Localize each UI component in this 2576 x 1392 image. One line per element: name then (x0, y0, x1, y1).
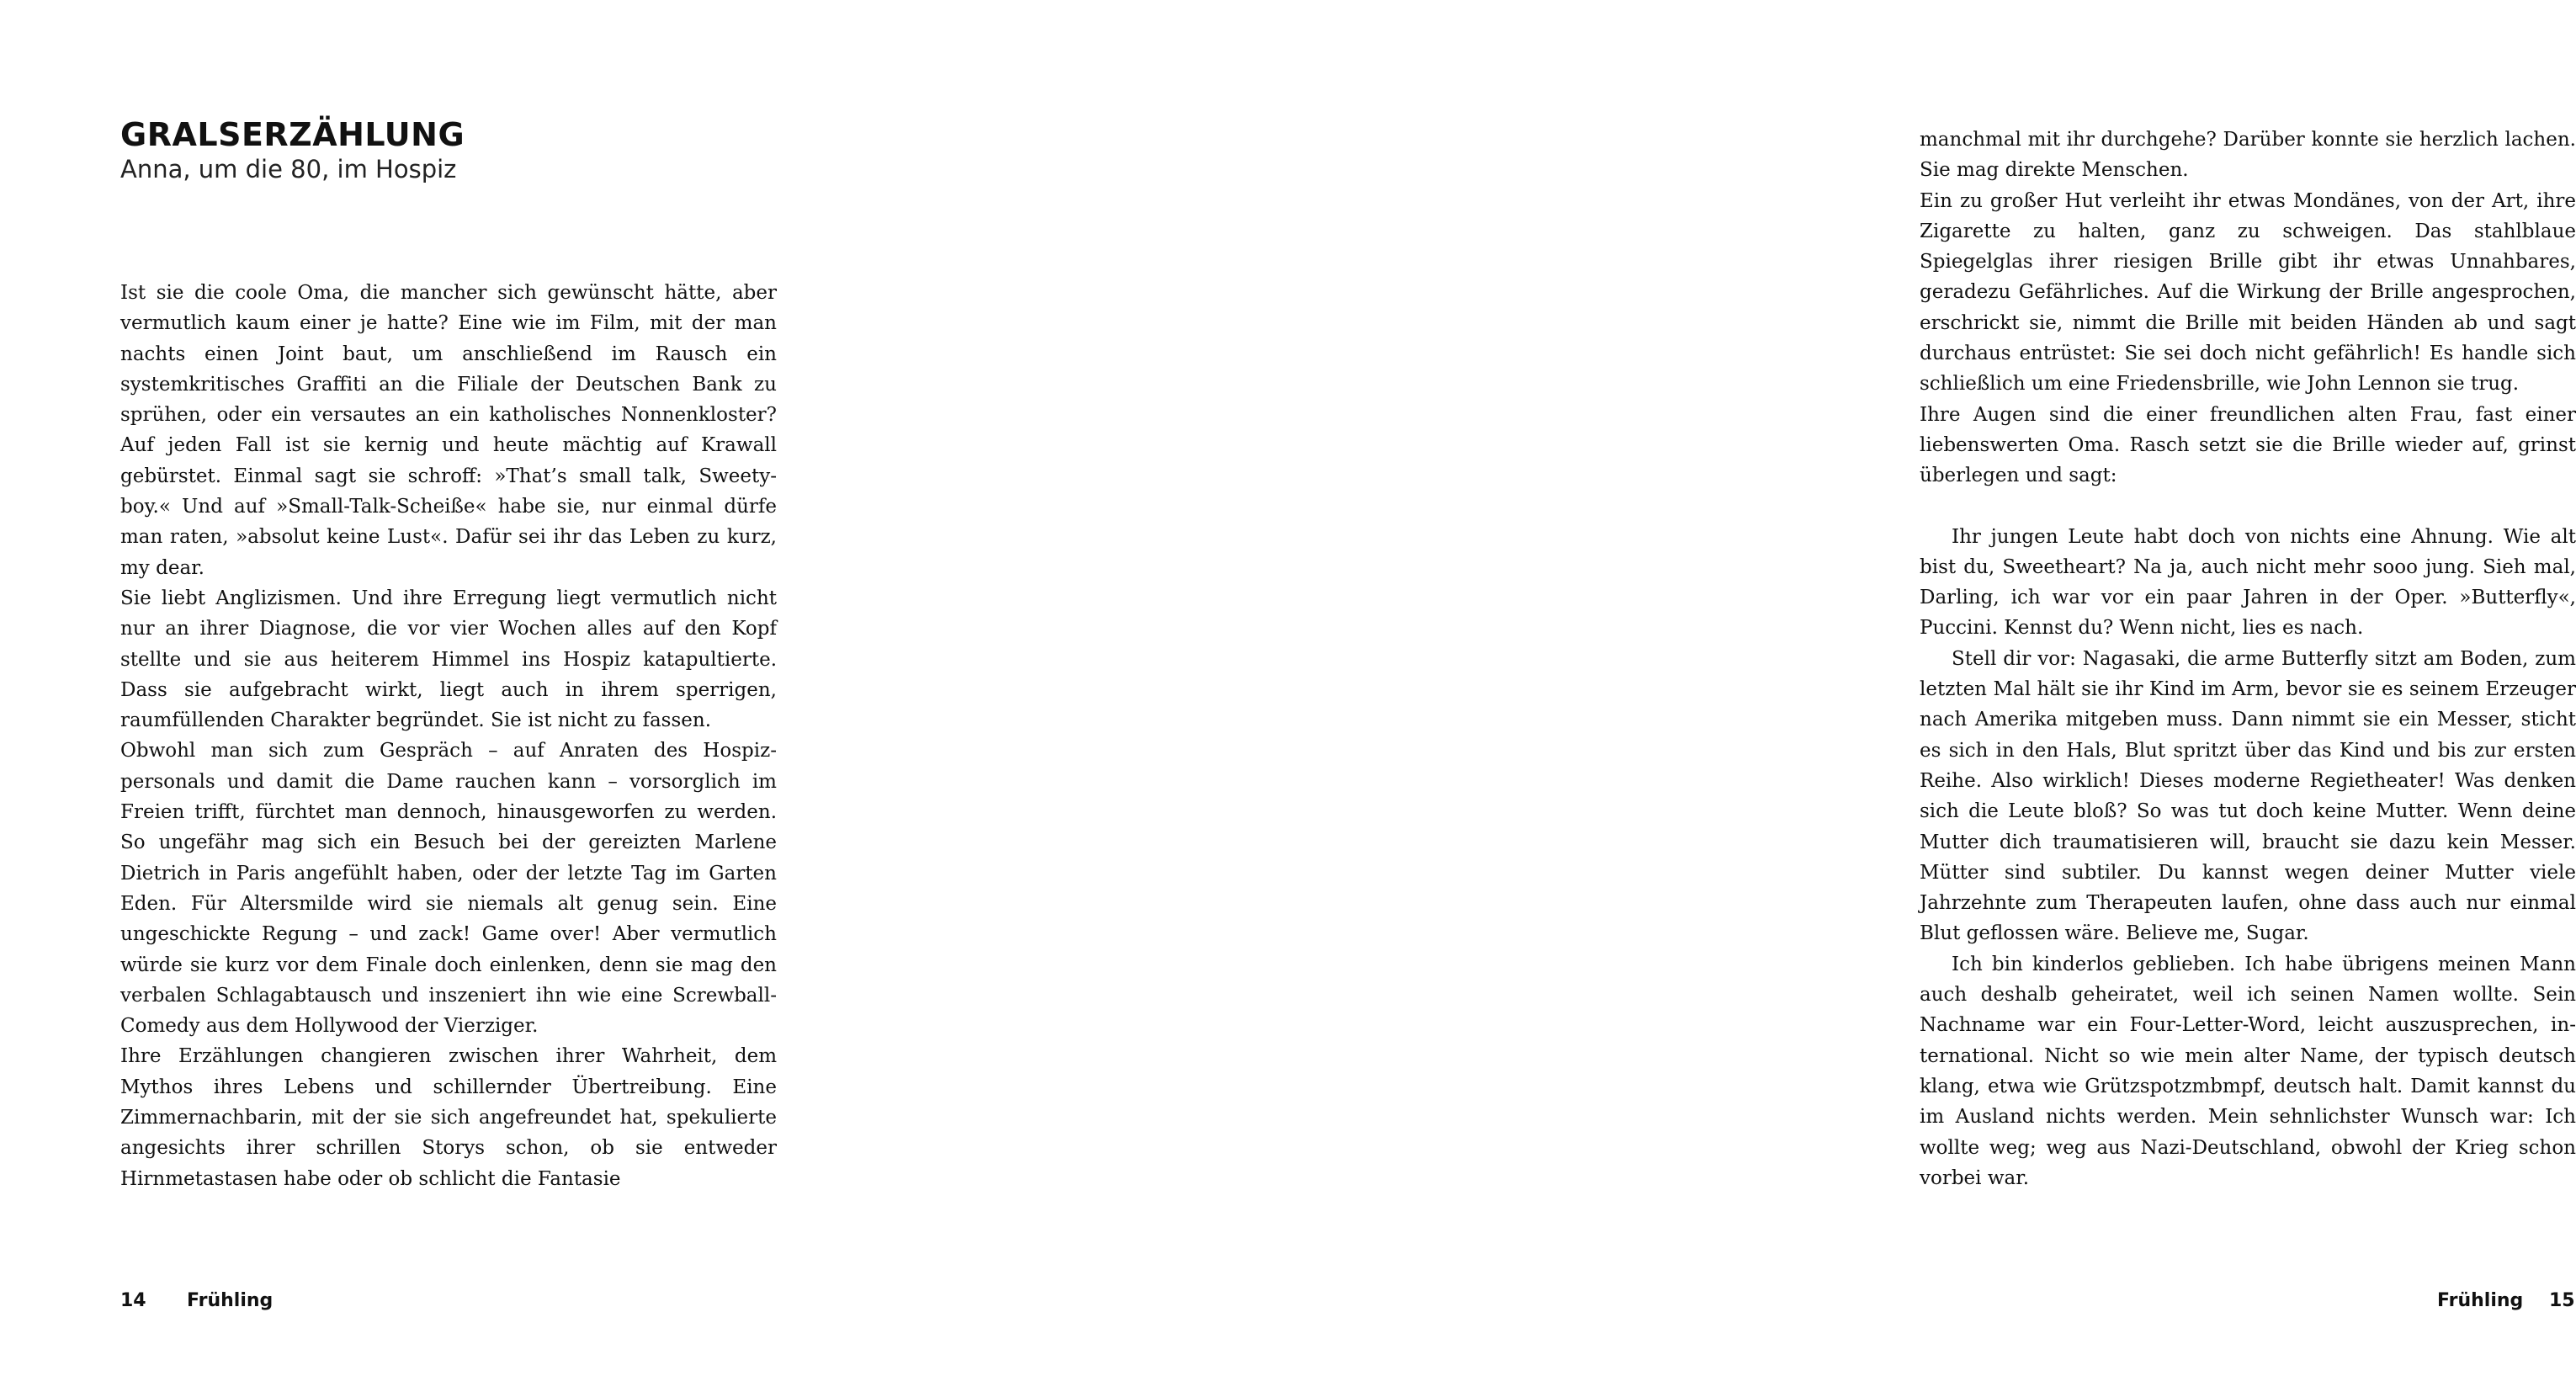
paragraph: Ein zu großer Hut verleiht ihr etwas Mondänes, von der Art, ihre Zigarette zu halten, ganz zu schweigen. Das stahlblaue Spiegelglas ihrer riesigen Brille gibt ihr etwas Unnahbares, geradezu Gefährliches. Auf die Wirkung der Brille angesprochen, erschrickt sie, nimmt die Brille mit beiden Händen ab und sagt durchaus entrüstet: Sie sei doch nicht gefährlich! Es handle sich schließlich um eine Friedensbrille, wie John Lennon sie trug. (1920, 189, 2576, 396)
quote-paragraph: Ich bin kinderlos geblieben. Ich habe übrigens meinen Mann auch deshalb geheiratet, weil ich seinen Namen wollte. Sein Nachname war ein Four-Letter-Word, leicht auszusprechen, international. Nicht so wie mein alter Name, der typisch deutsch klang, etwa wie Grützspotzmbmpf, deutsch halt. Damit kannst du im Ausland nichts werden. Mein sehnlichster Wunsch war: Ich wollte weg; weg aus Nazi-Deutschland, obwohl der Krieg schon vorbei war. (1920, 953, 2576, 1189)
chapter-subtitle: Anna, um die 80, im Hospiz (120, 155, 457, 183)
paragraph: Obwohl man sich zum Gespräch – auf Anraten des Hospizpersonals und damit die Dame rauchen kann – vorsorglich im Freien trifft, fürchtet man dennoch, hinausgeworfen zu werden. So ungefähr mag sich ein Besuch bei der gereizten Marlene Dietrich in Paris angefühlt haben, oder der letzte Tag im Garten Eden. Für Altersmilde wird sie niemals alt genug sein. Eine ungeschickte Regung – und zack! Game over! Aber vermutlich würde sie kurz vor dem Finale doch einlenken, denn sie mag den verbalen Schlagabtausch und inszeniert ihn wie eine Screwball-Comedy aus dem Hollywood der Vierziger. (120, 740, 777, 1038)
paragraph-gap (1920, 491, 2576, 522)
page-number-left: 14 (120, 1290, 146, 1311)
right-page (895, 0, 2576, 1392)
quote-paragraph: Ihr jungen Leute habt doch von nichts eine Ahnung. Wie alt bist du, Sweetheart? Na ja, auch nicht mehr sooo jung. Sieh mal, Darling, ich war vor ein paar Jahren in der Oper. »Butterfly«, Puccini. Kennst du? Wenn nicht, lies es nach. (1920, 525, 2576, 640)
section-name-right: Frühling (2437, 1290, 2524, 1311)
section-name-left: Frühling (187, 1290, 274, 1311)
page-number-right: 15 (2549, 1290, 2575, 1311)
paragraph: Ist sie die coole Oma, die mancher sich gewünscht hätte, aber vermutlich kaum einer je hatte? Eine wie im Film, mit der man nachts einen Joint baut, um anschließend im Rausch ein systemkritisches Graffiti an die Filiale der Deutschen Bank zu sprühen, oder ein versautes an ein katholisches Nonnenkloster? Auf jeden Fall ist sie kernig und heute mächtig auf Krawall gebürstet. Einmal sagt sie schroff: »That’s small talk, Sweety-boy.« Und auf »Small-Talk-Scheiße« habe sie, nur einmal dürfe man raten, »absolut keine Lust«. Dafür sei ihr das Leben zu kurz, my dear. (120, 282, 777, 579)
paragraph: Ihre Augen sind die einer freundlichen alten Frau, fast einer liebenswerten Oma. Rasch setzt sie die Brille wieder auf, grinst überlegen und sagt: (1920, 403, 2576, 487)
left-body-text (120, 278, 777, 1194)
paragraph: Sie liebt Anglizismen. Und ihre Erregung liegt vermutlich nicht nur an ihrer Diagnose, die vor vier Wochen alles auf den Kopf stellte und sie aus heiterem Himmel ins Hospiz katapultierte. Dass sie aufgebracht wirkt, liegt auch in ihrem sperrigen, raumfüllenden Charakter begründet. Sie ist nicht zu fassen. (120, 587, 777, 732)
left-page (0, 0, 895, 1392)
paragraph: manchmal mit ihr durchgehe? Darüber konnte sie herzlich lachen. Sie mag direkte Menschen. (1920, 129, 2576, 182)
chapter-title: GRALSERZÄHLUNG (120, 116, 465, 153)
quote-paragraph: Stell dir vor: Nagasaki, die arme Butterfly sitzt am Boden, zum letzten Mal hält sie ihr Kind im Arm, bevor sie es seinem Erzeuger nach Amerika mitgeben muss. Dann nimmt sie ein Messer, sticht es sich in den Hals, Blut spritzt über das Kind und bis zur ersten Reihe. Also wirklich! Dieses moderne Regietheater! Was denken sich die Leute bloß? So was tut doch keine Mutter. Wenn deine Mutter dich traumatisieren will, braucht sie dazu kein Messer. Mütter sind subtiler. Du kannst wegen deiner Mutter viele Jahrzehnte zum Therapeuten laufen, ohne dass auch nur einmal Blut geflossen wäre. Believe me, Sugar. (1920, 647, 2576, 945)
paragraph: Ihre Erzählungen changieren zwischen ihrer Wahrheit, dem Mythos ihres Lebens und schillernder Übertreibung. Eine Zimmernachbarin, mit der sie sich angefreundet hat, spekulierte angesichts ihrer schrillen Storys schon, ob sie entweder Hirnmetastasen habe oder ob schlicht die Fantasie (120, 1045, 777, 1190)
right-body-text (1920, 125, 2576, 1193)
